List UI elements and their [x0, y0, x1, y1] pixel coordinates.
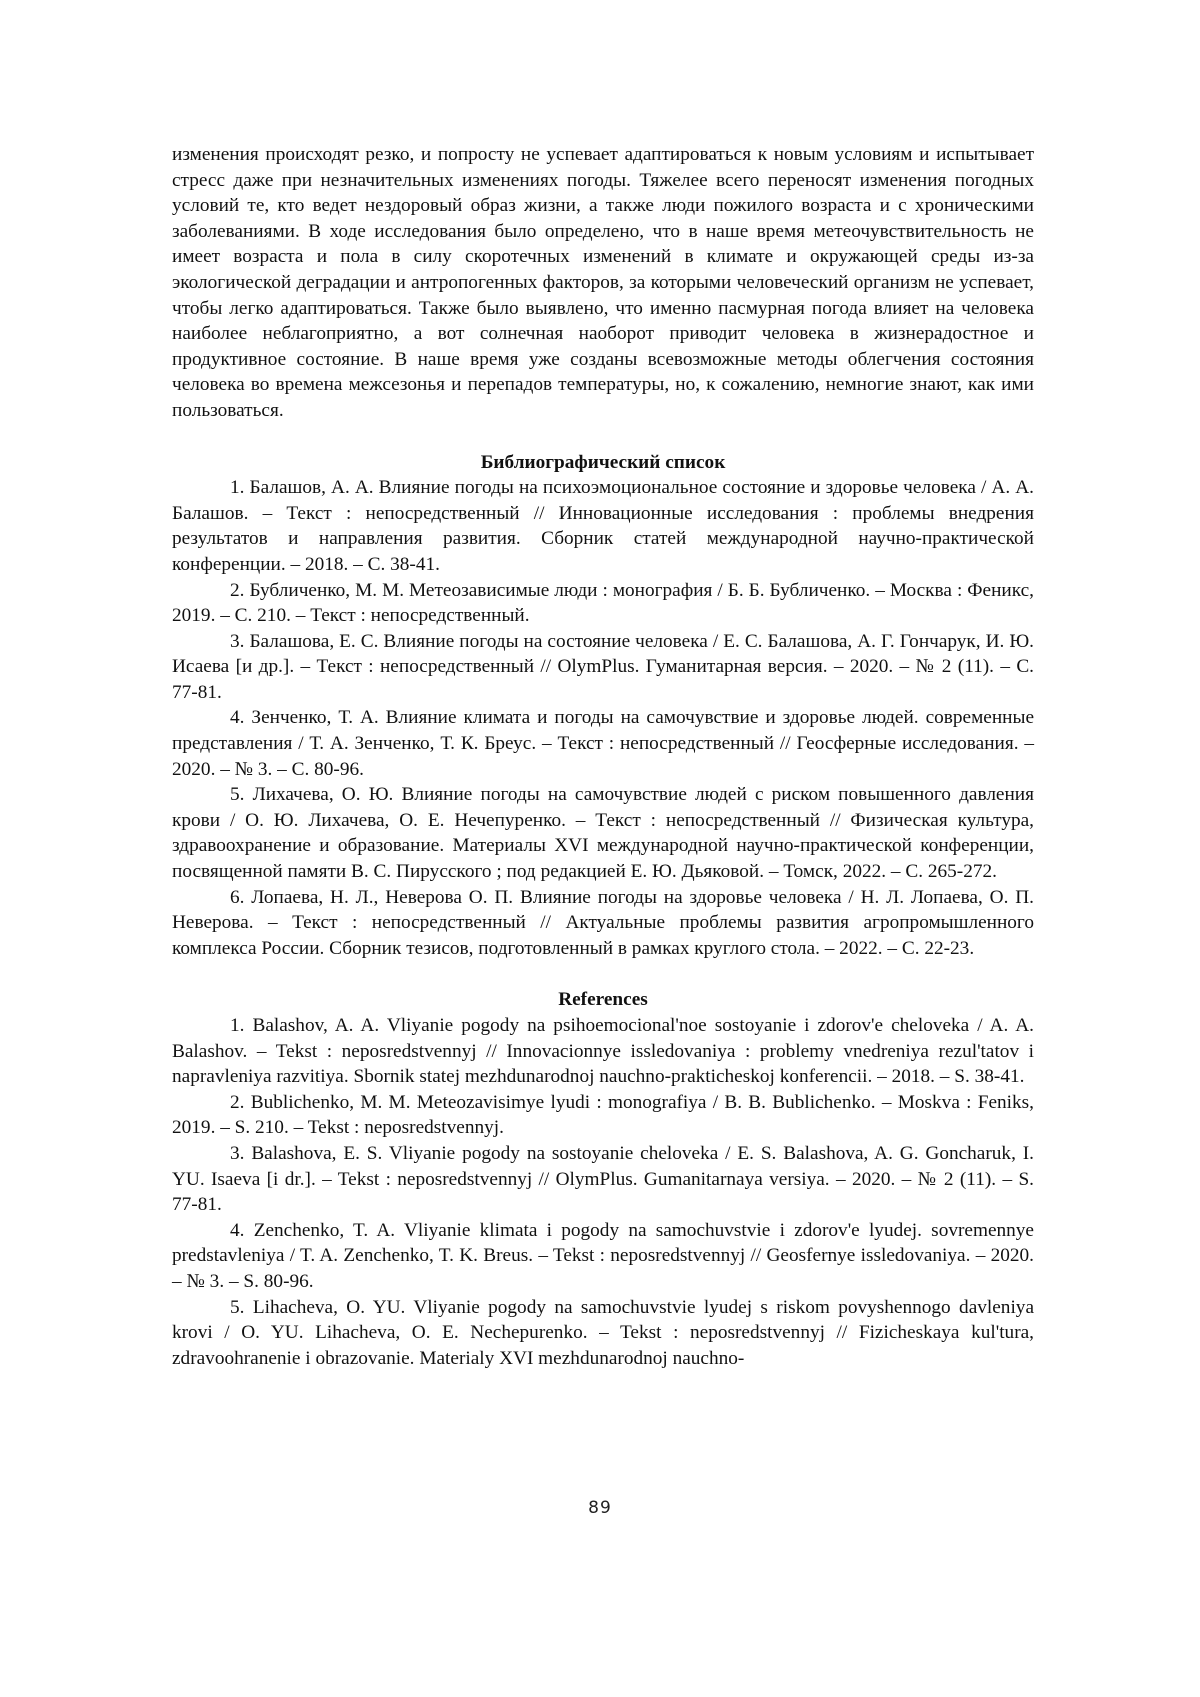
bibliography-item: 4. Зенченко, Т. А. Влияние климата и погоды на самочувствие и здоровье людей. современные представления / Т. А. Зенченко, Т. К. Бреус. – Текст : непосредственный // Геосферные исследования. – 2020. – № 3. – С. 80-96. — [172, 707, 1034, 780]
references-item: 1. Balashov, A. A. Vliyanie pogody na psihoemocional'noe sostoyanie i zdorov'e cheloveka / A. A. Balashov. – Tekst : neposredstvennyj // Innovacionnye issledovaniya : problemy vnedreniya rezul'tatov i napravleniya razvitiya. Sbornik statej mezhdunarodnoj nauchno-prakticheskoj konferencii. – 2018. – S. 38-41. — [172, 1015, 1034, 1088]
references-heading: References — [558, 989, 648, 1011]
body-paragraph: изменения происходят резко, и попросту не успевает адаптироваться к новым условиям и испытывает стресс даже при незначительных изменениях погоды. Тяжелее всего переносят изменения погодных условий те, кто ведет нездоровый образ жизни, а также люди пожилого возраста и с хроническими заболеваниями. В ходе исследования было определено, что в наше время метеочувствительность не имеет возраста и пола в силу скоротечных изменений в климате и окружающей среды из-за экологической деградации и антропогенных факторов, за которыми человеческий организм не успевает, чтобы легко адаптироваться. Также было выявлено, что именно пасмурная погода влияет на человека наиболее неблагоприятно, а вот солнечная наоборот приводит человека в жизнерадостное и продуктивное состояние. В наше время уже созданы всевозможные методы облегчения состояния человека во времена межсезонья и перепадов температуры, но, к сожалению, немногие знают, как ими пользоваться. — [172, 144, 1034, 421]
bibliography-item: 5. Лихачева, О. Ю. Влияние погоды на самочувствие людей с риском повышенного давления крови / О. Ю. Лихачева, О. Е. Нечепуренко. – Текст : непосредственный // Физическая культура, здравоохранение и образование. Материалы XVI международной научно-практической конференции, посвященной памяти В. С. Пирусского ; под редакцией Е. Ю. Дьяковой. – Томск, 2022. – С. 265-272. — [172, 784, 1034, 883]
section-spacer — [172, 961, 1034, 987]
references-item: 5. Lihacheva, O. YU. Vliyanie pogody na samochuvstvie lyudej s riskom povyshennogo davleniya krovi / O. YU. Lihacheva, O. E. Nechepurenko. – Tekst : neposredstvennyj // Fizicheskaya kul'tura, zdravoohranenie i obrazovanie. Materialy XVI mezhdunarodnoj nauchno- — [172, 1296, 1034, 1369]
section-spacer — [172, 424, 1034, 450]
references-item: 2. Bublichenko, M. M. Meteozavisimye lyudi : monografiya / B. B. Bublichenko. – Moskva : Feniks, 2019. – S. 210. – Tekst : neposredstvennyj. — [172, 1091, 1034, 1139]
bibliography-item: 2. Бубличенко, М. М. Метеозависимые люди : монография / Б. Б. Бубличенко. – Москва : Феникс, 2019. – С. 210. – Текст : непосредственный. — [172, 579, 1034, 627]
references-item: 3. Balashova, E. S. Vliyanie pogody na sostoyanie cheloveka / E. S. Balashova, A. G. Goncharuk, I. YU. Isaeva [i dr.]. – Tekst : neposredstvennyj // OlymPlus. Gumanitarnaya versiya. – 2020. – № 2 (11). – S. 77-81. — [172, 1142, 1034, 1216]
bibliography-item: 1. Балашов, А. А. Влияние погоды на психоэмоциональное состояние и здоровье человека / А. А. Балашов. – Текст : непосредственный // Инновационные исследования : проблемы внедрения результатов и направления развития. Сборник статей международной научно-практической конференции. – 2018. – С. 38-41. — [172, 477, 1034, 575]
page-number: 89 — [588, 1498, 612, 1518]
bibliography-item: 3. Балашова, Е. С. Влияние погоды на состояние человека / Е. С. Балашова, А. Г. Гончарук, И. Ю. Исаева [и др.]. – Текст : непосредственный // OlymPlus. Гуманитарная версия. – 2020. – № 2 (11). – С. 77-81. — [172, 630, 1034, 703]
references-item: 4. Zenchenko, T. A. Vliyanie klimata i pogody na samochuvstvie i zdorov'e lyudej. sovremennye predstavleniya / T. A. Zenchenko, T. K. Breus. – Tekst : neposredstvennyj // Geosfernye issledovaniya. – 2020. – № 3. – S. 80-96. — [172, 1219, 1034, 1292]
bibliography-heading: Библиографический список — [480, 451, 726, 473]
bibliography-item: 6. Лопаева, Н. Л., Неверова О. П. Влияние погоды на здоровье человека / Н. Л. Лопаева, О. П. Неверова. – Текст : непосредственный // Актуальные проблемы развития агропромышленного комплекса России. Сборник тезисов, подготовленный в рамках круглого стола. – 2022. – С. 22-23. — [172, 886, 1034, 959]
page-content — [172, 142, 1034, 1371]
